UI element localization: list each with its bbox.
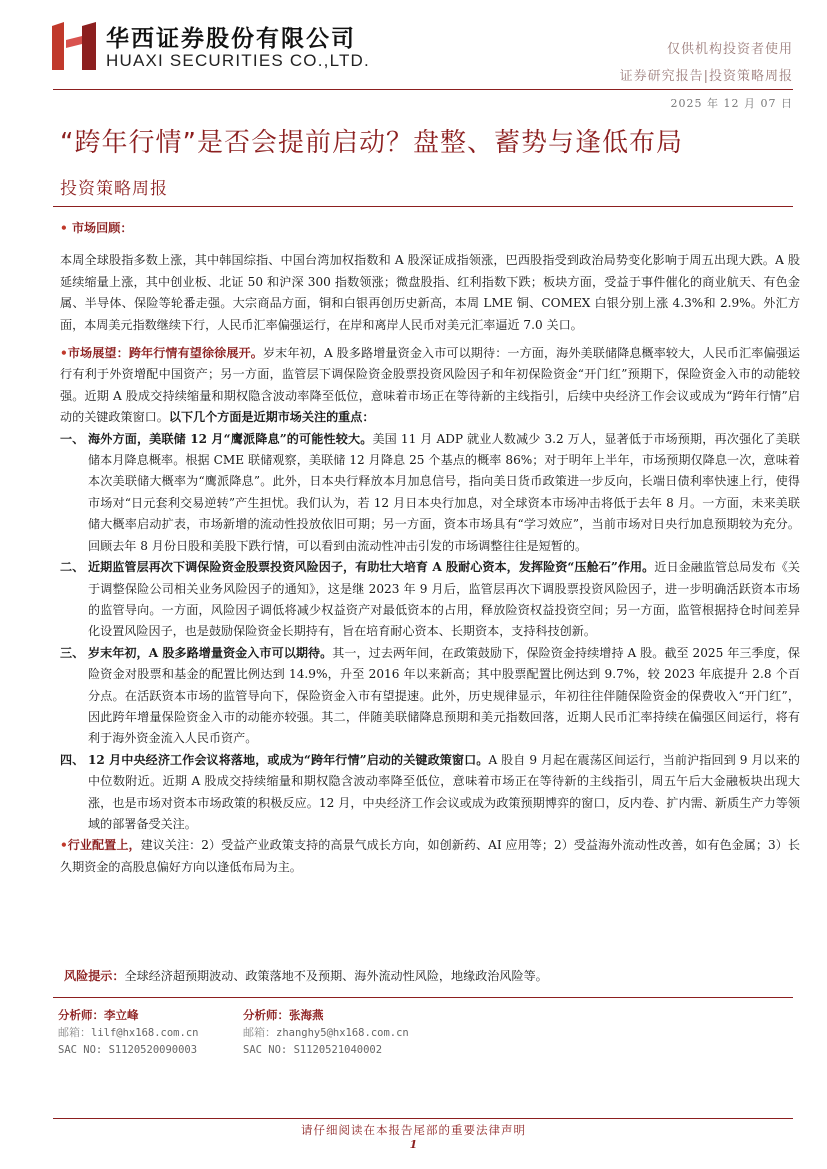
point-heading: 12 月中央经济工作会议将落地，或成为“跨年行情”启动的关键政策窗口。 (88, 752, 489, 767)
industry-heading: 行业配置上， (67, 838, 141, 853)
bullet-icon: • (60, 221, 68, 235)
header-divider (53, 89, 793, 90)
page-number: 1 (409, 1138, 418, 1151)
point-item: 二、 近期监管层再次下调保险资金股票投资风险因子，有助壮大培育 A 股耐心资本，发挥险资“压舱石”作用。近日金融监管总局发布《关于调整保险公司相关业务风险因子的通知》，这是继 2023 年 9 月后，监管层再次下调股票投资风险因子，进一步明确活跃资本市场的监管导向。一方面，风险因子调低将减少权益资产对最低资本的占用，释放险资权益投资空间；另一方面，监管根据持仓时间差异化设置风险因子，也是鼓励保险资金长期持有，旨在培育耐心资本、长期资本，支持科技创新。 (60, 560, 800, 639)
risk-label: 风险提示： (64, 969, 125, 983)
point-text: 近日金融监管总局发布《关于调整保险公司相关业务风险因子的通知》，这是继 2023 年 9 月后，监管层再次下调股票投资风险因子，进一步明确活跃资本市场的监管导向。一方面，风险因子调低将减少权益资产对最低资本的占用，释放险资权益投资空间；另一方面，监管根据持仓时间差异化设置风险因子，也是鼓励保险资金长期持有，旨在培育耐心资本、长期资本，支持科技创新。 (88, 560, 800, 639)
subtitle-divider (53, 206, 793, 207)
company-name-cn: 华西证券股份有限公司 (106, 26, 356, 52)
market-outlook-heading: 市场展望：跨年行情有望徐徐展开。 (67, 346, 263, 361)
market-review-text: 本周全球股指多数上涨，其中韩国综指、中国台湾加权指数和 A 股深证成指领涨，巴西股指受到政治局势变化影响于周五出现大跌。A 股延续缩量上涨，其中创业板、北证 50 和沪深 300 指数领涨；微盘股指、红利指数下跌；板块方面，受益于事件催化的商业航天、有色金属、半导体、保险等轮番走强。大宗商品方面，铜和白银再创历史新高，本周 LME 铜、COMEX 白银分别上涨 4.3%和 2.9%。外汇方面，本周美元指数继续下行，人民币汇率偏强运行，在岸和离岸人民币对美元汇率逼近 7.0 关口。 (60, 253, 800, 332)
analyst-name: 张海燕 (289, 1008, 324, 1022)
market-review-heading: • 市场回顾： (60, 221, 133, 235)
point-item: 四、 12 月中央经济工作会议将落地，或成为“跨年行情”启动的关键政策窗口。A 股自 9 月起在震荡区间运行，当前沪指回到 9 月以来的中位数附近。近期 A 股成交持续缩量和期权隐含波动率降至低位，意味着市场正在等待新的主线指引，周五午后大金融板块出现大涨，也是市场对资本市场政策的积极反应。12 月，中央经济工作会议或成为政策预期博弈的窗口，反内卷、扩内需、新质生产力等领域的部署备受关注。 (60, 752, 800, 831)
point-item: 三、 岁末年初，A 股多路增量资金入市可以期待。其一，过去两年间，在政策鼓励下，保险资金持续增持 A 股。截至 2025 年三季度，保险资金对股票和基金的配置比例达到 14.9%，升至 2016 年以来新高；其中股票配置比例达到 9.7%，较 2023 年底提升 2.8 个百分点。在活跃资本市场的监管导向下，保险资金入市有望提速。此外，历史规律显示，年初往往伴随保险资金的保费收入“开门红”，因此跨年增量保险资金入市的动能亦较强。其二，伴随美联储降息预期和美元指数回落，近期人民币汇率持续在偏强区间运行，将有利于海外资金流入人民币资产。 (60, 645, 800, 746)
risk-text: 全球经济超预期波动、政策落地不及预期、海外流动性风险，地缘政治风险等。 (124, 969, 548, 983)
market-outlook-paragraph: •市场展望：跨年行情有望徐徐展开。岁末年初，A 股多路增量资金入市可以期待：一方面，海外美联储降息概率较大，人民币汇率偏强运行有利于外资增配中国资产；另一方面，监管层下调保险资金股票投资风险因子和年初保险资金“开门红”预期下，保险资金入市的动能较强。近期 A 股成交持续缩量和期权隐含波动率降至低位，意味着市场正在等待新的主线指引，后续中央经济工作会议或成为“跨年行情”启动的关键政策窗口。以下几个方面是近期市场关注的重点： (60, 346, 800, 425)
market-outlook-text: 岁末年初，A 股多路增量资金入市可以期待：一方面，海外美联储降息概率较大，人民币汇率偏强运行有利于外资增配中国资产；另一方面，监管层下调保险资金股票投资风险因子和年初保险资金“开门红”预期下，保险资金入市的动能较强。近期 A 股成交持续缩量和期权隐含波动率降至低位，意味着市场正在等待新的主线指引，后续中央经济工作会议或成为“跨年行情”启动的关键政策窗口。 (60, 346, 800, 425)
point-text: 美国 11 月 ADP 就业人数减少 3.2 万人，显著低于市场预期，再次强化了美联储本月降息概率。根据 CME 联储观察，美联储 12 月降息 25 个基点的概率 86%；对于明年上半年，市场预期仅降息一次，意味着本次美联储大概率为“鹰派降息”。此外，日本央行释放本月加息信号，指向美日货币政策进一步反向，长端日债利率快速上行，使得市场对“日元套利交易逆转”产生担忧。我们认为，若 12 月日本央行加息，对全球资本市场冲击将低于去年 8 月。一方面，未来美联储大概率启动扩表，市场新增的流动性投放依旧可期；另一方面，资本市场具有“学习效应”，当前市场对日央行加息预期较为充分。回顾去年 8 月份日股和美股下跌行情，可以看到由流动性冲击引发的市场调整往往是短暂的。 (88, 431, 800, 553)
report-date: 2025 年 12 月 07 日 (670, 97, 793, 110)
analyst-sac: SAC NO: S1120520090003 (58, 1044, 198, 1056)
point-heading: 近期监管层再次下调保险资金股票投资风险因子，有助壮大培育 A 股耐心资本，发挥险资“压舱石”作用。 (88, 560, 655, 575)
footer-divider (53, 1118, 793, 1119)
risk-warning (64, 966, 794, 987)
report-body (60, 218, 800, 878)
disclaimer-label: 仅供机构投资者使用 (666, 42, 793, 57)
analyst-email[interactable]: zhanghy5@hx168.com.cn (276, 1027, 409, 1039)
report-type-label: 证券研究报告|投资策略周报 (619, 69, 793, 84)
market-outlook-emphasis: 以下几个方面是近期市场关注的重点： (168, 410, 375, 425)
analyst-divider (53, 997, 793, 998)
point-item: 一、 海外方面，美联储 12 月“鹰派降息”的可能性较大。美国 11 月 ADP 就业人数减少 3.2 万人，显著低于市场预期，再次强化了美联储本月降息概率。根据 CME 联储观察，美联储 12 月降息 25 个基点的概率 86%；对于明年上半年，市场预期仅降息一次，意味着本次美联储大概率为“鹰派降息”。此外，日本央行释放本月加息信号，指向美日货币政策进一步反向，长端日债利率快速上行，使得市场对“日元套利交易逆转”产生担忧。我们认为，若 12 月日本央行加息，对全球资本市场冲击将低于去年 8 月。一方面，未来美联储大概率启动扩表，市场新增的流动性投放依旧可期；另一方面，资本市场具有“学习效应”，当前市场对日央行加息预期较为充分。回顾去年 8 月份日股和美股下跌行情，可以看到由流动性冲击引发的市场调整往往是短暂的。 (60, 431, 800, 553)
industry-text: 建议关注：2）受益产业政策支持的高景气成长方向，如创新药、AI 应用等；2）受益海外流动性改善，如有色金属；3）长久期资金的高股息偏好方向以逢低布局为主。 (60, 838, 800, 874)
point-text: A 股自 9 月起在震荡区间运行，当前沪指回到 9 月以来的中位数附近。近期 A 股成交持续缩量和期权隐含波动率降至低位，意味着市场正在等待新的主线指引，周五午后大金融板块出现大涨，也是市场对资本市场政策的积极反应。12 月，中央经济工作会议或成为政策预期博弈的窗口，反内卷、扩内需、新质生产力等领域的部署备受关注。 (88, 752, 800, 831)
analyst-sac: SAC NO: S1120521040002 (243, 1044, 383, 1056)
report-subtitle: 投资策略周报 (60, 179, 168, 199)
report-title: “跨年行情”是否会提前启动？盘整、蓄势与逢低布局 (60, 128, 683, 158)
point-text: 其一，过去两年间，在政策鼓励下，保险资金持续增持 A 股。截至 2025 年三季度，保险资金对股票和基金的配置比例达到 14.9%，升至 2016 年以来新高；其中股票配置比例达到 9.7%，较 2023 年底提升 2.8 个百分点。在活跃资本市场的监管导向下，保险资金入市有望提速。此外，历史规律显示，年初往往伴随保险资金的保费收入“开门红”，因此跨年增量保险资金入市的动能亦较强。其二，伴随美联储降息预期和美元指数回落，近期人民币汇率持续在偏强区间运行，将有利于海外资金流入人民币资产。 (88, 645, 800, 746)
analyst-name: 李立峰 (104, 1008, 139, 1022)
analyst-card: 分析师：李立峰 邮箱：lilf@hx168.com.cn SAC NO: S1120520090003 (58, 1007, 198, 1059)
huaxi-logo-icon (52, 22, 96, 70)
point-heading: 海外方面，美联储 12 月“鹰派降息”的可能性较大。 (88, 431, 373, 446)
legal-notice: 请仔细阅读在本报告尾部的重要法律声明 (301, 1123, 526, 1137)
analyst-email[interactable]: lilf@hx168.com.cn (91, 1027, 199, 1039)
analyst-card: 分析师：张海燕 邮箱：zhanghy5@hx168.com.cn SAC NO: S1120521040002 (243, 1007, 409, 1059)
industry-allocation-paragraph: •行业配置上，建议关注：2）受益产业政策支持的高景气成长方向，如创新药、AI 应用等；2）受益海外流动性改善，如有色金属；3）长久期资金的高股息偏好方向以逢低布局为主。 (60, 838, 800, 874)
point-heading: 岁末年初，A 股多路增量资金入市可以期待。 (88, 645, 333, 660)
company-name-en: HUAXI SECURITIES CO.,LTD. (106, 51, 370, 70)
